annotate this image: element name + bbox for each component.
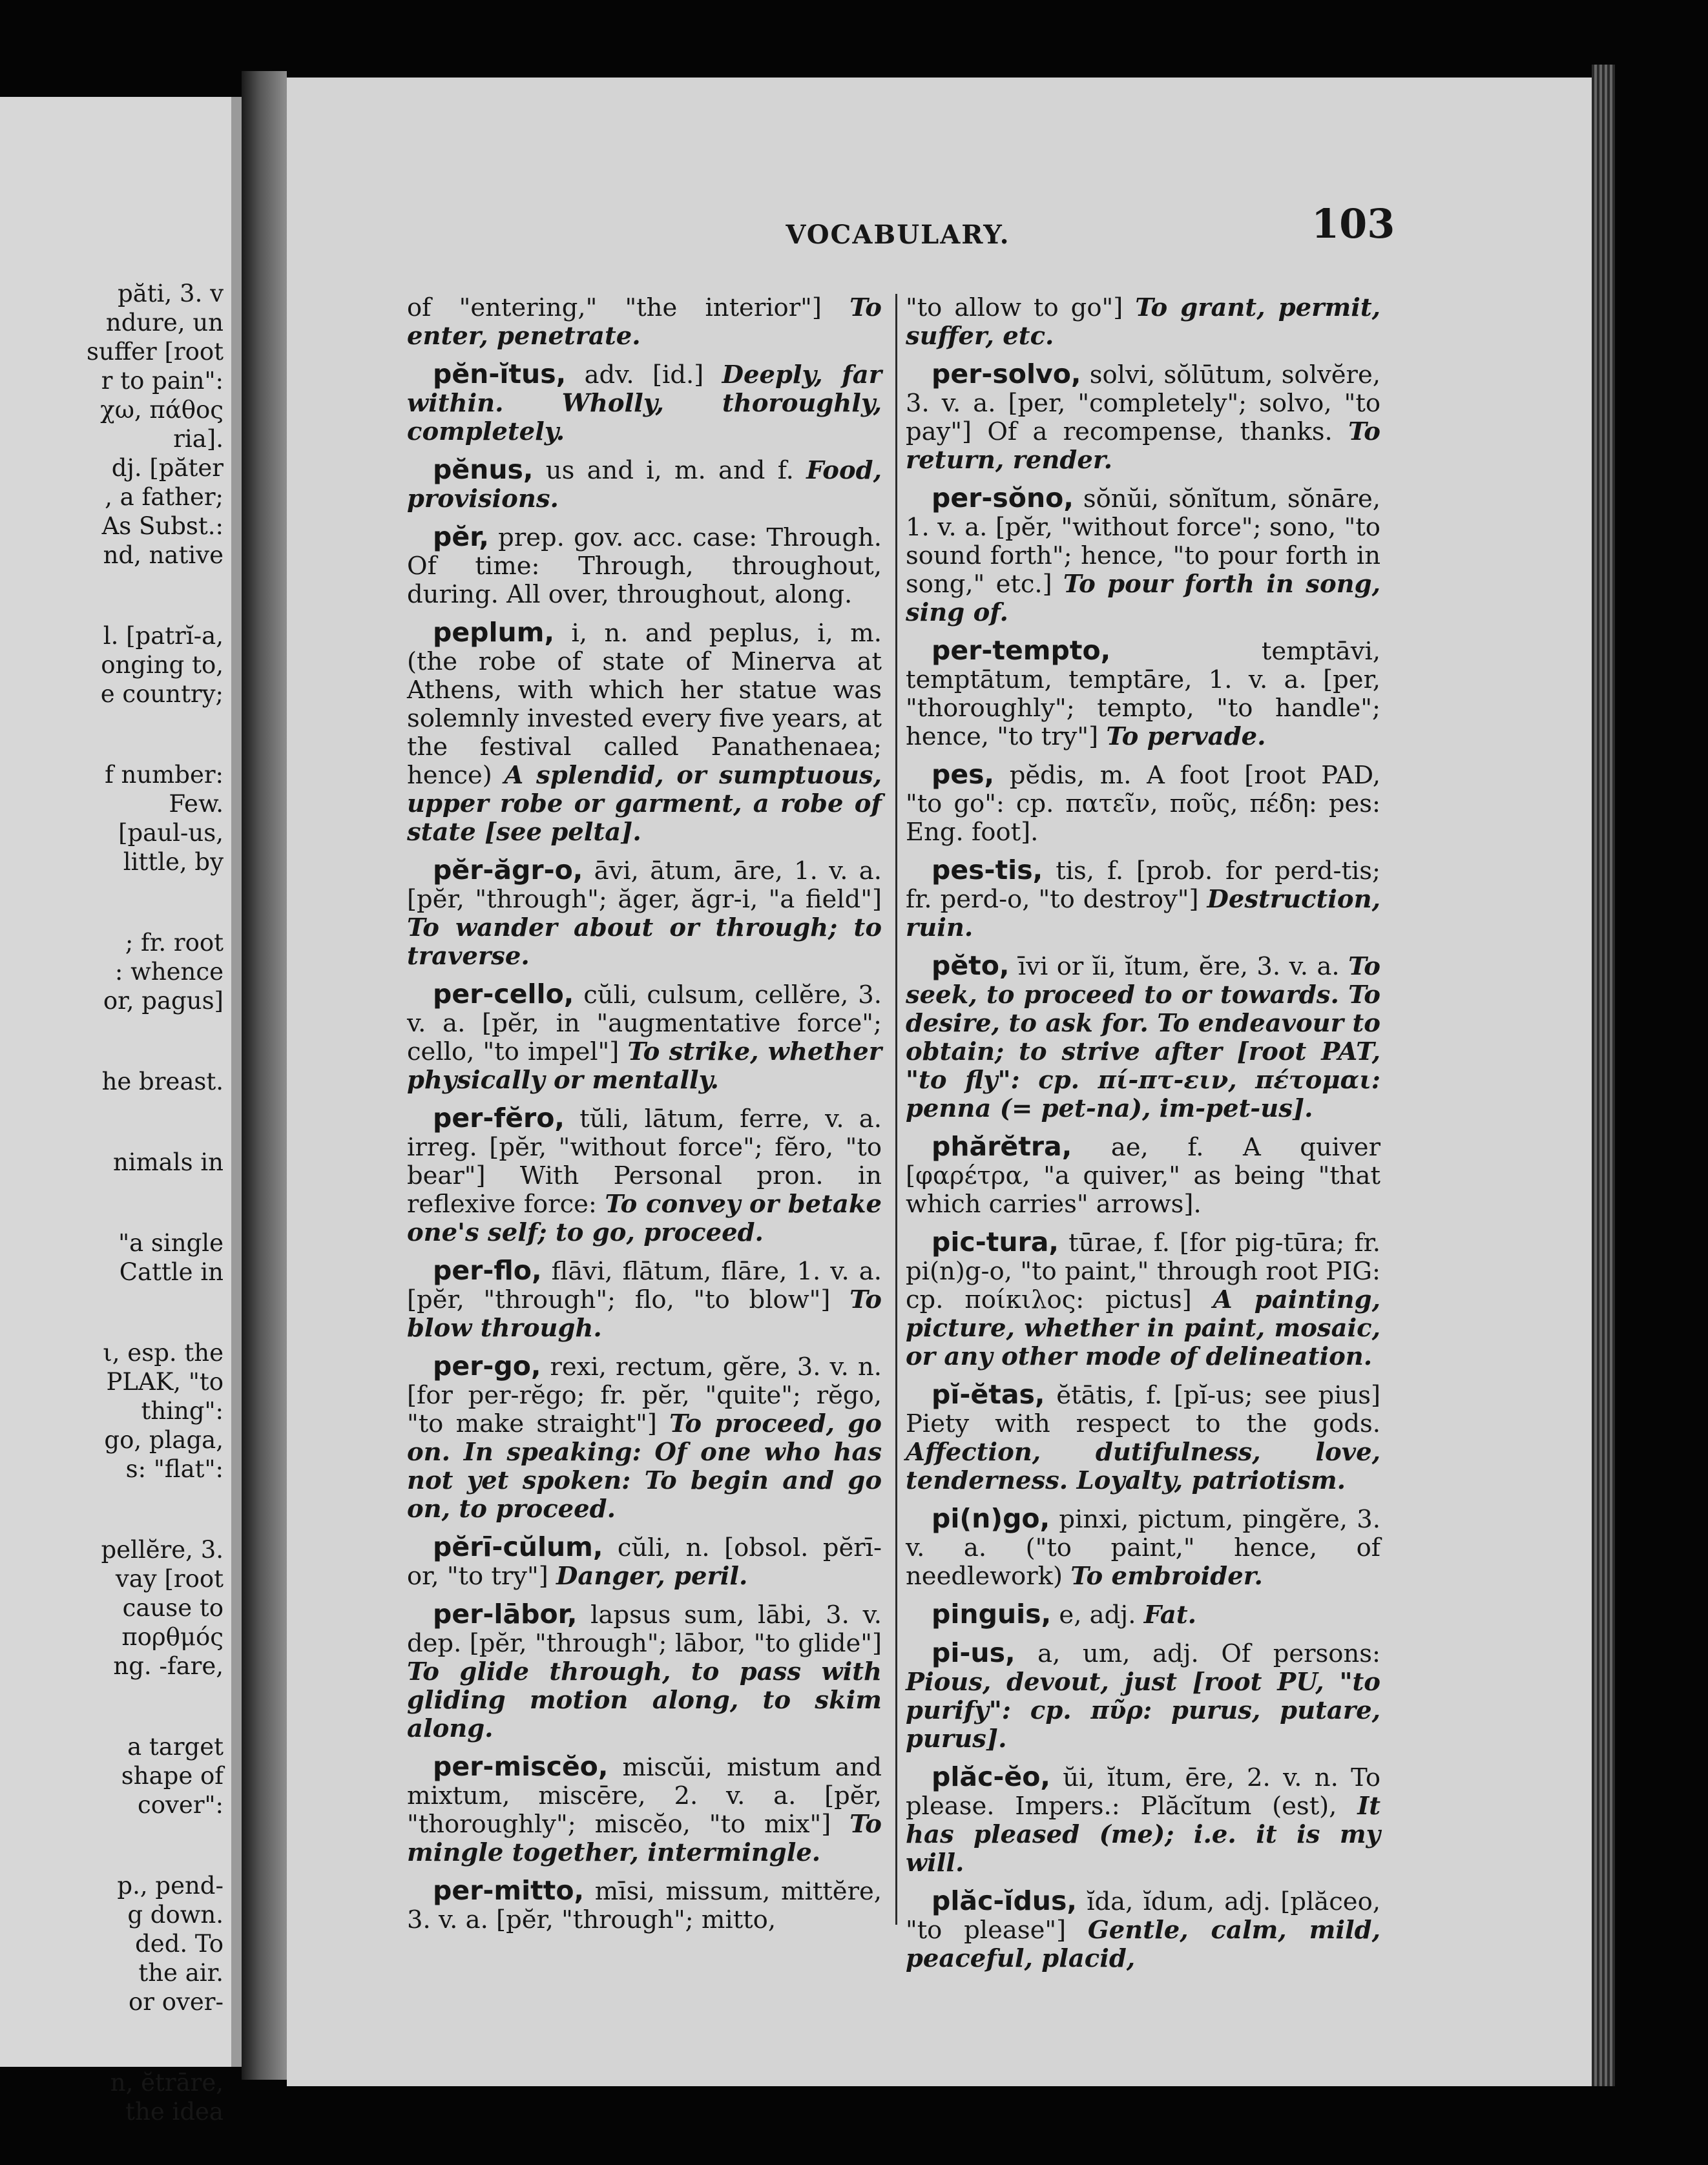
entry-grammar: solvi, sŏlūtum, solvĕre, 3. v. a. [per, "completely"; solvo, "to pay"] Of a recompense, thanks. (906, 360, 1380, 446)
entry-grammar: ĭda, ĭdum, adj. [plăceo, "to please"] (906, 1887, 1380, 1945)
entry-grammar: sŏnŭi, sŏnĭtum, sŏnāre, 1. v. a. [pĕr, "without force"; sono, "to sound forth"; hence, "to pour forth in song," etc.] (906, 484, 1380, 599)
entry-headword: per-go, (433, 1351, 541, 1382)
entry-headword: pĕr-ăgr-o, (433, 855, 583, 886)
entry-definition: Pious, devout, just [root PU, "to purify": cp. πῦρ: purus, putare, purus]. (906, 1668, 1380, 1754)
entry-headword: per-lābor, (433, 1599, 578, 1630)
dictionary-entry (906, 1380, 1380, 1495)
entry-definition: A splendid, or sumptuous, upper robe or garment, a robe of state [see pelta]. (407, 761, 882, 847)
entry-definition: To enter, penetrate. (407, 293, 882, 351)
facing-page-line: a target (127, 1733, 224, 1761)
entry-headword: per-miscĕo, (433, 1751, 609, 1782)
entry-headword: pĕn-ĭtus, (433, 358, 567, 389)
entry-definition: To wander about or through; to traverse. (407, 913, 882, 971)
facing-page-line: f number: (105, 761, 224, 789)
entry-headword: pic-tura, (932, 1227, 1059, 1258)
dictionary-entry (906, 360, 1380, 475)
facing-page-line: g down. (127, 1901, 224, 1929)
entry-grammar: tŭli, lātum, ferre, v. a. irreg. [pĕr, "without force"; fĕro, "to bear"] With Personal pron. in reflexive force: (407, 1104, 882, 1219)
dictionary-entry (407, 1352, 882, 1524)
entry-definition: Deeply, far within. Wholly, thoroughly, completely. (407, 360, 882, 446)
facing-page-line: πορθμός (121, 1623, 224, 1651)
entry-grammar: adv. [id.] (566, 360, 722, 389)
entry-grammar: īvi or ĭi, ĭtum, ĕre, 3. v. a. (1009, 952, 1349, 981)
facing-page-line: χω, πάθος (100, 396, 224, 424)
facing-page-line (0, 1177, 224, 1228)
facing-page-line (0, 570, 224, 621)
entry-definition: Affection, dutifulness, love, tenderness. Loyalty, patriotism. (906, 1438, 1380, 1495)
facing-page-line: n, ĕtrāre, (110, 2069, 224, 2097)
page-block-edge (1592, 65, 1615, 2086)
facing-page-line: "a single (118, 1229, 224, 1257)
facing-page-line: the air. (138, 1959, 224, 1987)
facing-page-line: or over- (129, 1988, 224, 2016)
entry-definition: To grant, permit, suffer, etc. (906, 293, 1381, 351)
dictionary-entry (906, 1228, 1380, 1371)
entry-grammar: tis, f. [prob. for perd-tis; fr. perd-o, "to destroy"] (906, 856, 1380, 914)
facing-page-line: [paul-us, (118, 819, 224, 847)
entry-definition: To seek, to proceed to or towards. To desire, to ask for. To endeavour to obtain; to strive after [root PAT, "to fly": cp. πί-πτ-ειν, πέτομαι: penna (= pet-na), im-pet-us]. (906, 952, 1380, 1123)
entry-headword: per-mitto, (433, 1875, 585, 1906)
facing-page-line: suffer [root (87, 338, 224, 366)
entry-grammar: of "entering," "the interior"] (407, 293, 850, 322)
entry-headword: pes-tis, (932, 855, 1043, 886)
entry-grammar: e, adj. (1051, 1600, 1144, 1630)
facing-page-line: ria]. (173, 425, 224, 453)
facing-page-line: onging to, (101, 651, 224, 679)
facing-page-line: dj. [păter (111, 454, 224, 482)
entry-definition: It has pleased (me); i.e. it is my will. (906, 1792, 1380, 1878)
dictionary-entry (906, 294, 1380, 351)
facing-page-line: he breast. (101, 1068, 224, 1095)
facing-page-line: s: "flat": (125, 1455, 224, 1483)
facing-page-line: go, plaga, (104, 1426, 224, 1454)
entry-headword: plăc-ĕo, (932, 1761, 1050, 1792)
column-divider-rule (895, 294, 897, 1925)
facing-page-line: ; fr. root (125, 929, 224, 957)
entry-definition: To mingle together, intermingle. (407, 1810, 882, 1867)
entry-headword: per-cello, (433, 979, 574, 1010)
dictionary-entry (906, 760, 1380, 847)
entry-headword: per-sŏno, (932, 482, 1074, 513)
entry-definition: To pour forth in song, sing of. (906, 570, 1380, 627)
book-gutter (242, 71, 287, 2080)
entry-headword: pĕr, (433, 521, 489, 552)
facing-page-line: ng. -fare, (113, 1652, 224, 1680)
facing-page-line: nimals in (112, 1148, 224, 1176)
running-head: VOCABULARY. (786, 220, 1010, 250)
entry-definition: To embroider. (1070, 1562, 1263, 1591)
page-number: 103 (1311, 200, 1395, 247)
facing-page-line: As Subst.: (101, 512, 224, 540)
entry-definition: Danger, peril. (556, 1562, 748, 1591)
entry-grammar: pĕdis, m. A foot [root PAD, "to go": cp. πατεῖν, ποῦς, πέδη: pes: Eng. foot]. (906, 761, 1380, 847)
facing-page-line: thing": (141, 1397, 224, 1425)
dictionary-entry (906, 1887, 1380, 1973)
entry-grammar: miscŭi, mistum and mixtum, miscēre, 2. v. a. [pĕr, "thoroughly"; miscĕo, "to mix"] (407, 1753, 882, 1839)
facing-page-line: : whence (114, 958, 224, 986)
facing-page-line (0, 1096, 224, 1148)
entry-headword: pes, (932, 759, 995, 790)
left-page-edge (231, 97, 242, 2067)
entry-grammar: tūrae, f. [for pig-tūra; fr. pi(n)g-o, "to paint," through root PIG: cp. ποίκιλος: pictus] (906, 1228, 1380, 1314)
facing-page-line (0, 876, 224, 928)
entry-definition: To convey or betake one's self; to go, proceed. (407, 1190, 882, 1247)
facing-page-line: , a father; (105, 483, 224, 511)
dictionary-entry (407, 1533, 882, 1591)
entry-grammar: cŭli, culsum, cellĕre, 3. v. a. [pĕr, in "augmentative force"; cello, "to impel"] (407, 980, 882, 1066)
dictionary-entry (407, 523, 882, 609)
entry-definition: To return, render. (906, 417, 1380, 475)
entry-definition: To strike, whether physically or mentally. (407, 1037, 882, 1095)
facing-page-line: or, pagus] (103, 987, 224, 1015)
entry-definition: Gentle, calm, mild, peaceful, placid, (906, 1916, 1380, 1973)
facing-page-left (0, 97, 231, 2126)
facing-page-line (0, 1681, 224, 1732)
facing-page-line: the idea (125, 2098, 224, 2126)
facing-page-text-fragments (0, 279, 224, 2126)
entry-grammar: ĕtātis, f. [pĭ-us; see pius] Piety with respect to the gods. (906, 1381, 1380, 1438)
facing-page-line: l. [patrĭ-a, (103, 622, 224, 650)
entry-definition: Destruction, ruin. (906, 885, 1380, 942)
dictionary-entry (407, 1600, 882, 1743)
dictionary-entry (906, 1504, 1380, 1591)
dictionary-entry (407, 856, 882, 971)
facing-page-line: little, by (123, 848, 224, 876)
entry-headword: pi(n)go, (932, 1503, 1050, 1534)
facing-page-line: Cattle in (119, 1258, 224, 1286)
facing-page-line: Few. (169, 790, 224, 818)
entry-headword: per-flo, (433, 1255, 542, 1286)
vocabulary-column-right (906, 293, 1381, 1973)
entry-grammar: temptāvi, temptātum, temptāre, 1. v. a. [per, "thoroughly"; tempto, "to handle"; hence, "to try"] (906, 637, 1380, 751)
entry-headword: pinguis, (932, 1599, 1052, 1630)
entry-grammar: prep. gov. acc. case: Through. Of time: Through, throughout, during. All over, throughout, along. (407, 523, 882, 609)
facing-page-line: ded. To (135, 1930, 224, 1958)
entry-grammar: ŭi, ĭtum, ēre, 2. v. n. To please. Impers.: Plăcĭtum (est), (906, 1763, 1380, 1821)
facing-page-line: shape of (121, 1762, 224, 1790)
facing-page-line: r to pain": (101, 367, 224, 395)
entry-definition: Fat. (1143, 1600, 1197, 1630)
entry-headword: pĕto, (932, 950, 1010, 981)
entry-headword: plăc-ĭdus, (932, 1885, 1077, 1916)
vocabulary-column-left (407, 294, 882, 1941)
entry-headword: per-solvo, (932, 358, 1081, 389)
dictionary-entry (407, 360, 882, 446)
dictionary-entry (407, 294, 882, 351)
entry-grammar: pinxi, pictum, pingĕre, 3. v. a. ("to paint," hence, of needlework) (906, 1505, 1380, 1591)
facing-page-line (0, 2016, 224, 2068)
dictionary-entry (906, 1132, 1380, 1219)
entry-definition: Food, provisions. (407, 456, 882, 513)
facing-page-line: e country; (100, 680, 224, 708)
entry-headword: per-fĕro, (433, 1103, 565, 1134)
dictionary-entry (906, 1763, 1380, 1878)
facing-page-line (0, 1819, 224, 1871)
facing-page-line: păti, 3. v (118, 280, 224, 307)
facing-page-line: vay [root (115, 1565, 224, 1593)
facing-page-line: pellĕre, 3. (101, 1536, 224, 1564)
facing-page-line: cause to (122, 1594, 224, 1622)
entry-grammar: "to allow to go"] (906, 293, 1136, 322)
dictionary-entry (906, 1639, 1380, 1754)
entry-grammar: ae, f. A quiver [φαρέτρα, "a quiver," as being "that which carries" arrows]. (906, 1133, 1380, 1219)
facing-page-line (0, 709, 224, 760)
entry-grammar: lapsus sum, lābi, 3. v. dep. [pĕr, "through"; lābor, "to glide"] (407, 1600, 882, 1658)
dictionary-entry (407, 1256, 882, 1343)
facing-page-line: ndure, un (105, 309, 224, 337)
dictionary-entry (407, 455, 882, 513)
dictionary-entry (906, 636, 1380, 751)
dictionary-entry (407, 1104, 882, 1247)
entry-grammar: cŭli, n. [obsol. pĕrī-or, "to try"] (407, 1533, 882, 1591)
dictionary-entry (906, 951, 1380, 1123)
facing-page-line (0, 1287, 224, 1338)
entry-definition: To pervade. (1106, 722, 1266, 751)
dictionary-entry (407, 618, 882, 847)
entry-headword: phărĕtra, (932, 1131, 1072, 1162)
facing-page-line (0, 1484, 224, 1535)
entry-headword: pĕnus, (433, 454, 534, 485)
dictionary-entry (906, 1600, 1380, 1630)
entry-grammar: rexi, rectum, gĕre, 3. v. n. [for per-rĕgo; fr. pĕr, "quite"; rĕgo, "to make straight"] (407, 1352, 882, 1438)
entry-grammar: i, n. and peplus, i, m. (the robe of state of Minerva at Athens, with which her statue was solemnly invested every five years, at the festival called Panathenaea; hence) (407, 619, 882, 790)
entry-grammar: āvi, ātum, āre, 1. v. a. [pĕr, "through"; ăger, ăgr-i, "a field"] (407, 856, 882, 914)
dictionary-entry (407, 1876, 882, 1934)
entry-headword: pĕrī-cŭlum, (433, 1531, 603, 1562)
facing-page-line: cover": (138, 1791, 224, 1819)
dictionary-entry (906, 856, 1380, 942)
entry-definition: To blow through. (407, 1285, 882, 1343)
dictionary-entry (407, 980, 882, 1095)
entry-definition: To proceed, go on. In speaking: Of one who has not yet spoken: To begin and go on, to proceed. (407, 1409, 882, 1524)
entry-grammar: us and i, m. and f. (533, 456, 807, 485)
entry-grammar: mīsi, missum, mittĕre, 3. v. a. [pĕr, "through"; mitto, (407, 1877, 882, 1934)
facing-page-line: p., pend- (117, 1872, 224, 1900)
facing-page-line: nd, native (103, 541, 224, 569)
entry-headword: pi-us, (932, 1637, 1015, 1668)
entry-headword: peplum, (433, 617, 555, 648)
facing-page-line: PLAK, "to (106, 1368, 224, 1396)
entry-definition: To glide through, to pass with gliding motion along, to skim along. (407, 1657, 882, 1743)
facing-page-line: ι, esp. the (103, 1339, 224, 1367)
entry-headword: per-tempto, (932, 635, 1111, 666)
entry-headword: pĭ-ĕtas, (932, 1379, 1045, 1410)
entry-grammar: a, um, adj. Of persons: (1015, 1639, 1380, 1668)
facing-page-line (0, 1015, 224, 1067)
dictionary-entry (906, 484, 1380, 627)
entry-grammar: flāvi, flātum, flāre, 1. v. a. [pĕr, "through"; flo, "to blow"] (407, 1257, 882, 1314)
entry-definition: A painting, picture, whether in paint, mosaic, or any other mode of delineation. (906, 1285, 1380, 1371)
dictionary-entry (407, 1752, 882, 1867)
